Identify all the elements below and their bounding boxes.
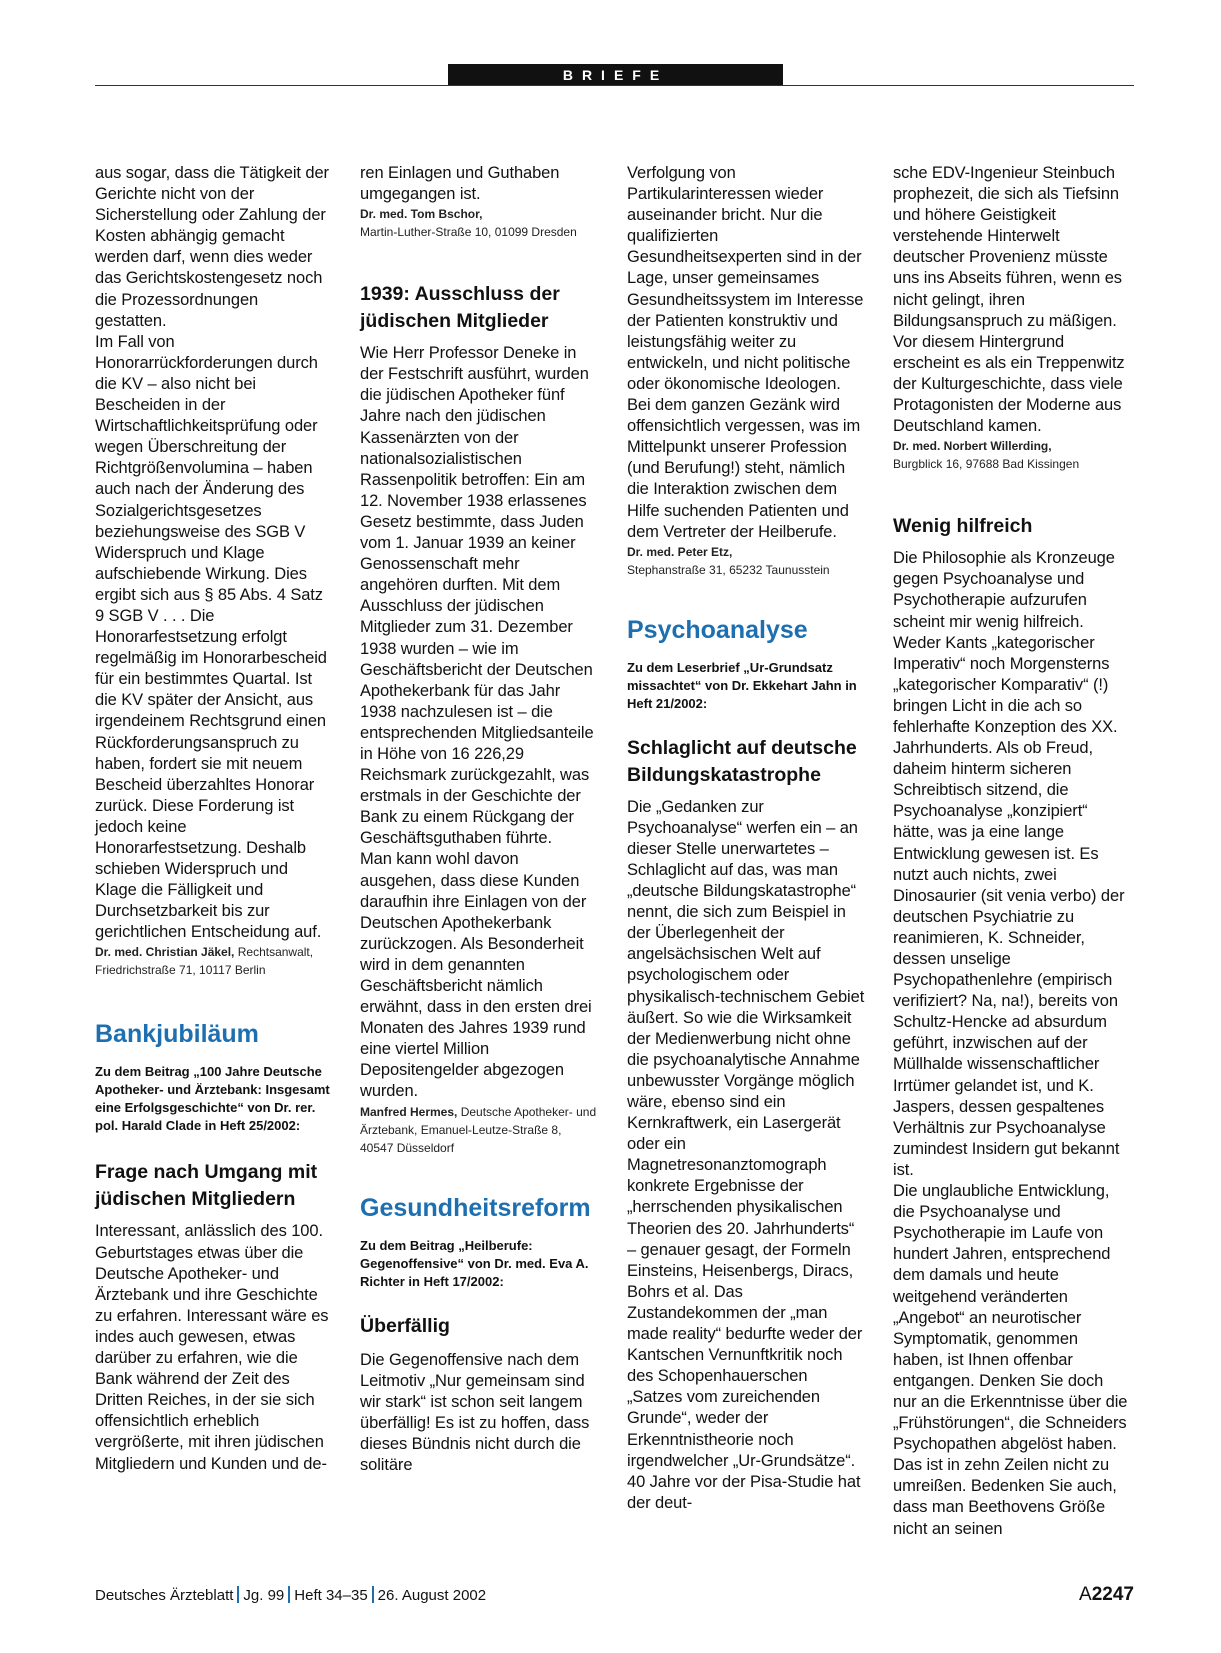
page-number (1079, 1584, 1134, 1606)
letter-heading: Überfällig (360, 1314, 450, 1337)
paragraph: Die „Gedanken zur Psychoanalyse“ werfen ein – an dieser Stelle unerwartetes – Schlaglicht auf das, was man „deutsche Bildungskatastrophe“ nennt, die sich zum Beispiel in der Überlegenheit der angelsächsischen Welt auf psychologischem oder physikalisch-technischem Gebiet äußert. So wie die Wirksamkeit der Medienwerbung nicht ohne die psychoanalytische Annahme unbewusster Vorgänge möglich wäre, ebenso sind ein Kernkraftwerk, ein Lasergerät oder ein Magnetresonanztomograph konkrete Ergebnisse der „herrschenden physikalischen Theorien des 20. Jahrhunderts“ – genauer gesagt, der Formeln Einsteins, Heisenbergs, Diracs, Bohrs et al. Das Zustandekommen der „man made reality“ bedurfte weder der Kantschen Vernunftkritik noch des Schopenhauerschen „Satzes vom zureichenden Grunde“, weder der Erkenntnistheorie noch irgendwelcher „Ur-Grundsätze“. 40 Jahre vor der Pisa-Studie hat der deut- (627, 797, 865, 1512)
section-label: BRIEFE (448, 64, 783, 86)
header-rule (95, 85, 1134, 86)
author-address: Stephanstraße 31, 65232 Taunusstein (627, 562, 830, 577)
letter-heading: Frage nach Umgang mit jüdischen Mitgliedern (95, 1161, 318, 1211)
paragraph: Wie Herr Professor Deneke in der Festschrift ausführt, wurden die jüdischen Apotheker fünf Jahre nach den jüdischen Kassenärzten von der nationalsozialistischen Rassenpolitik betroffen: Ein am 12. November 1938 erlassenes Gesetz bestimmte, dass Juden vom 1. Januar 1939 an keiner Genossenschaft mehr angehören durften. Mit dem Ausschluss der jüdischen Mitglieder zum 31. Dezember 1938 wurden – wie im Geschäftsbericht der Deutschen Apothekerbank für das Jahr 1938 nachzulesen ist – die entsprechenden Mitgliedsanteile in Höhe von 16 226,29 Reichsmark zurückgezahlt, was erstmals in der Geschichte der Bank zu einem Rückgang der Geschäftsguthaben führte. (360, 344, 594, 848)
paragraph: Die unglaubliche Entwicklung, die Psychoanalyse und Psychotherapie im Laufe von hundert Jahren, entsprechend dem damals und heute weitgehend veränderten „Angebot“ an neurotischer Symptomatik, genommen haben, ist Ihnen offenbar entgangen. Denken Sie doch nur an die Erkenntnisse über die „Frühstörungen“, die Schneiders Psychopathen abgelöst haben. Das ist in zehn Zeilen nicht zu umreißen. Bedenken Sie auch, dass man Beethovens Größe nicht an seinen (893, 1182, 1128, 1538)
signature (360, 1103, 598, 1157)
author-name: Manfred Hermes, (360, 1104, 458, 1119)
footer-separator (237, 1586, 239, 1603)
footer-separator (372, 1586, 374, 1603)
volume: Jg. 99 (243, 1587, 285, 1604)
paragraph: ren Einlagen und Guthaben umgegangen ist. (360, 164, 560, 204)
signature (627, 543, 865, 579)
letter-heading: Schlaglicht auf deutsche Bildungskatastrophe (627, 736, 857, 786)
footer-citation (95, 1586, 486, 1604)
issue: Heft 34–35 (294, 1587, 368, 1604)
page-prefix: A (1079, 1584, 1092, 1605)
footer-separator (288, 1586, 290, 1603)
topic-heading: Psychoanalyse (627, 615, 808, 644)
author-name: Dr. med. Norbert Willerding, (893, 439, 1052, 454)
paragraph: sche EDV-Ingenieur Steinbuch prophezeit, die sich als Tiefsinn und höhere Geistigkeit verstehende Hinterwelt deutscher Provenienz müsste uns ins Abseits führen, wenn es nicht gelingt, ihren Bildungsanspruch zu mäßigen. Vor diesem Hintergrund erscheint es als ein Treppenwitz der Kulturgeschichte, dass viele Protagonisten der Moderne aus Deutschland kamen. (893, 164, 1125, 436)
paragraph: Im Fall von Honorarrückforderungen durch die KV – also nicht bei Bescheiden in der Wirtschaftlichkeitsprüfung oder wegen Überschreitung der Richtgrößenvolumina – haben auch nach der Änderung des Sozialgerichtsgesetzes beziehungsweise des SGB V Widerspruch und Klage aufschiebende Wirkung. Dies ergibt sich aus § 85 Abs. 4 Satz 9 SGB V . . . Die Honorarfestsetzung erfolgt regelmäßig im Honorarbescheid für ein bestimmtes Quartal. Ist die KV später der Ansicht, aus irgendeinem Rechtsgrund einen Rückforderungsanspruch zu haben, fordert sie mit neuem Bescheid überzahltes Honorar zurück. Diese Forderung ist jedoch keine Honorarfestsetzung. Deshalb schieben Widerspruch und Klage die Fälligkeit und Durchsetzbarkeit bis zur gerichtlichen Entscheidung auf. (95, 332, 327, 942)
page-footer (95, 1584, 1134, 1608)
topic-heading: Bankjubiläum (95, 1020, 259, 1049)
signature (360, 205, 598, 241)
reference-line: Zu dem Leserbrief „Ur-Grundsatz missachtet“ von Dr. Ekkehart Jahn in Heft 21/2002: (627, 659, 857, 711)
author-address: Deutsche Apotheker- und Ärztebank, Emanuel-Leutze-Straße 8, 40547 Düsseldorf (360, 1104, 597, 1155)
paragraph: Die Gegenoffensive nach dem Leitmotiv „Nur gemeinsam sind wir stark“ ist schon seit langem überfällig! Es ist zu hoffen, dass dieses Bündnis nicht durch die solitäre (360, 1350, 590, 1475)
paragraph: Man kann wohl davon ausgehen, dass diese Kunden daraufhin ihre Einlagen von der Deutschen Apothekerbank zurückzogen. Als Besonderheit wird in dem genannten Geschäftsbericht nämlich erwähnt, dass in den ersten drei Monaten des Jahres 1939 rund eine viertel Million Depositengelder abgezogen wurden. (360, 850, 592, 1101)
issue-date: 26. August 2002 (377, 1587, 487, 1604)
author-address: Burgblick 16, 97688 Bad Kissingen (893, 457, 1080, 472)
paragraph: Interessant, anlässlich des 100. Geburtstages etwas über die Deutsche Apotheker- und Ärztebank und ihre Geschichte zu erfahren. Interessant wäre es indes auch gewesen, etwas darüber zu erfahren, wie die Bank während der Zeit des Dritten Reiches, in der sie sich offensichtlich erheblich vergrößerte, mit ihren jüdischen Mitgliedern und Kunden und de- (95, 1222, 329, 1473)
journal-name: Deutsches Ärzteblatt (95, 1587, 234, 1604)
column-1 (95, 163, 333, 1475)
author-address: Rechtsanwalt, Friedrichstraße 71, 10117 Berlin (95, 945, 314, 978)
letter-heading: Wenig hilfreich (893, 515, 1033, 538)
column-3 (627, 163, 865, 1514)
signature (893, 437, 1131, 473)
page-number-value: 2247 (1091, 1584, 1134, 1605)
author-name: Dr. med. Peter Etz, (627, 544, 733, 559)
author-name: Dr. med. Tom Bschor, (360, 207, 483, 222)
reference-line: Zu dem Beitrag „100 Jahre Deutsche Apotheker- und Ärztebank: Insgesamt eine Erfolgsgeschichte“ von Dr. rer. pol. Harald Clade in Heft 25/2002: (95, 1064, 330, 1134)
author-name: Dr. med. Christian Jäkel, (95, 945, 235, 960)
topic-heading: Gesundheitsreform (360, 1193, 591, 1222)
letter-heading: 1939: Ausschluss der jüdischen Mitglieder (360, 283, 560, 333)
author-address: Martin-Luther-Straße 10, 01099 Dresden (360, 225, 577, 240)
column-2 (360, 163, 598, 1476)
signature (95, 943, 333, 979)
column-4 (893, 163, 1131, 1540)
reference-line: Zu dem Beitrag „Heilberufe: Gegenoffensive“ von Dr. med. Eva A. Richter in Heft 17/2002: (360, 1237, 589, 1289)
paragraph: Verfolgung von Partikularinteressen wieder auseinander bricht. Nur die qualifizierten Gesundheitsexperten sind in der Lage, unser gemeinsames Gesundheitssystem im Interesse der Patienten konstruktiv und leistungsfähig weiter zu entwickeln, und nicht politische oder ökonomische Ideologen. Bei dem ganzen Gezänk wird offensichtlich vergessen, was im Mittelpunkt unserer Profession (und Berufung!) steht, nämlich die Interaktion zwischen dem Hilfe suchenden Patienten und dem Vertreter der Heilberufe. (627, 164, 864, 541)
paragraph: aus sogar, dass die Tätigkeit der Gerichte nicht von der Sicherstellung oder Zahlung der Kosten abhängig gemacht werden darf, wenn dies weder das Gerichtskostengesetz noch die Prozessordnungen gestatten. (95, 164, 329, 330)
paragraph: Die Philosophie als Kronzeuge gegen Psychoanalyse und Psychotherapie aufzurufen scheint mir wenig hilfreich. Weder Kants „kategorischer Imperativ“ noch Morgensterns „kategorischer Komparativ“ (!) bringen Licht in die ach so fehlerhafte Konzeption des XX. Jahrhunderts. Als ob Freud, daheim hinterm sicheren Schreibtisch sitzend, die Psychoanalyse „konzipiert“ hätte, was ja eine lange Entwicklung gewesen ist. Es nutzt auch nichts, zwei Dinosaurier (sit venia verbo) der deutschen Psychiatrie zu reanimieren, K. Schneider, dessen unselige Psychopathenlehre (empirisch verifiziert? Na, na!), bereits von Schultz-Hencke ad absurdum geführt, inzwischen auf der Müllhalde wissenschaftlicher Irrtümer gelandet ist, und K. Jaspers, dessen gespaltenes Verhältnis zur Psychoanalyse zumindest Insidern gut bekannt ist. (893, 549, 1125, 1179)
